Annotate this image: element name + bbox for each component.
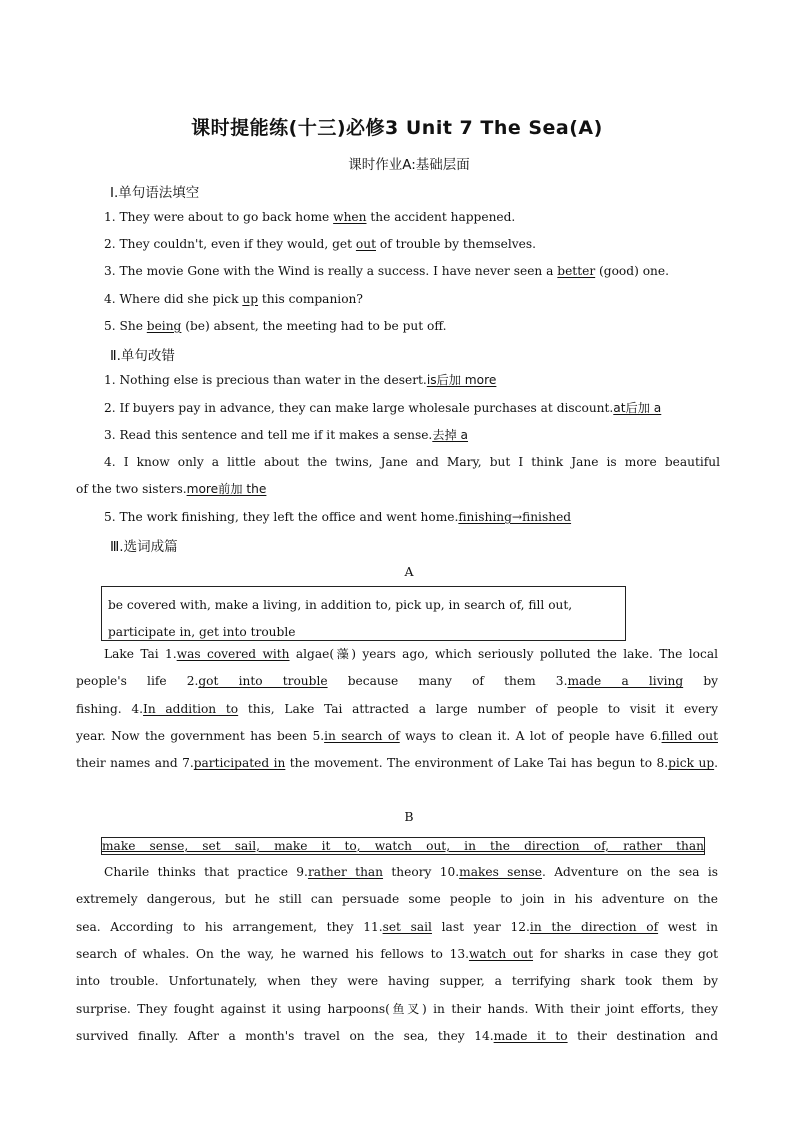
passage-text: Charile thinks that practice 9. [104, 865, 308, 879]
answer: got into trouble [198, 674, 328, 689]
answer: participated in [193, 756, 286, 771]
correction-item-4: 4. I know only a little about the twins, Jane and Mary, but I think Jane is more beautiful [104, 455, 720, 469]
passage-text: their destination and [567, 1028, 718, 1043]
passage-text: their names and 7. [76, 756, 194, 771]
passage-line [76, 972, 718, 990]
part-b-label: B [404, 809, 414, 824]
answer: pick up [668, 756, 715, 771]
answer: being [146, 319, 182, 333]
passage-text: for sharks in case they got [533, 946, 718, 961]
passage-line [76, 890, 718, 908]
answer: In addition to [143, 701, 239, 716]
answer: 去掉 a [432, 428, 469, 442]
passage-text: theory 10. [383, 865, 460, 879]
passage-line [76, 700, 718, 718]
answer: is后加 more [426, 373, 497, 387]
passage-text: people's life 2. [76, 674, 199, 689]
answer: when [333, 210, 367, 224]
passage-text: algae(藻) years ago, which seriously polluted the lake. The local [289, 647, 718, 661]
passage-text: west in [658, 919, 718, 934]
passage-line [76, 754, 718, 772]
page-title: 课时提能练(十三)必修3 Unit 7 The Sea(A) [191, 117, 603, 139]
answer: made it to [493, 1028, 568, 1043]
section-1-heading: Ⅰ.单句语法填空 [110, 185, 200, 201]
answer: out [355, 237, 376, 251]
grammar-item-5: 5. She being (be) absent, the meeting had to be put off. [104, 319, 447, 333]
word-box-b-text: make sense, set sail, make it to, watch out, in the direction of, rather than [102, 839, 704, 853]
passage-line [76, 918, 718, 936]
word-box-a-text: be covered with, make a living, in addition to, pick up, in search of, fill out, participate in, get into trouble [108, 598, 573, 639]
passage-text: sea. According to his arrangement, they 11. [76, 919, 383, 934]
correction-item-3: 3. Read this sentence and tell me if it makes a sense.去掉 a [104, 428, 469, 442]
passage-text: the movement. The environment of Lake Tai has begun to 8. [285, 756, 669, 771]
part-a-label: A [404, 564, 414, 579]
answer: finishing→finished [458, 510, 572, 524]
passage-line [76, 1000, 718, 1018]
answer: up [242, 292, 259, 306]
answer: makes sense [459, 865, 542, 879]
correction-item-2: 2. If buyers pay in advance, they can make large wholesale purchases at discount.at后加 a [104, 401, 662, 415]
passage-line [76, 945, 718, 963]
answer: at后加 a [613, 401, 662, 415]
answer: in search of [324, 728, 400, 743]
answer: filled out [661, 728, 718, 743]
correction-item-4-cont: of the two sisters.more前加 the [76, 482, 267, 496]
section-2-heading: Ⅱ.单句改错 [110, 348, 175, 364]
passage-text: ways to clean it. A lot of people have 6. [399, 728, 662, 743]
passage-text: Lake Tai 1. [104, 647, 177, 661]
answer: rather than [307, 865, 384, 879]
passage-line [104, 645, 718, 663]
passage-text: survived finally. After a month's travel on the sea, they 14. [76, 1028, 494, 1043]
word-box-a [101, 586, 626, 641]
passage-text: last year 12. [431, 919, 530, 934]
correction-item-1: 1. Nothing else is precious than water in the desert.is后加 more [104, 373, 497, 387]
answer: made a living [567, 674, 684, 689]
correction-item-5: 5. The work finishing, they left the office and went home.finishing→finished [104, 510, 572, 524]
passage-text: search of whales. On the way, he warned his fellows to 13. [76, 946, 469, 961]
passage-text: this, Lake Tai attracted a large number of people to visit it every [238, 701, 718, 716]
answer: set sail [382, 919, 432, 934]
answer: watch out [468, 946, 534, 961]
grammar-item-3: 3. The movie Gone with the Wind is really a success. I have never seen a better (good) one. [104, 264, 669, 278]
section-3-heading: Ⅲ.选词成篇 [110, 539, 178, 555]
passage-text: fishing. 4. [76, 701, 144, 716]
passage-line [104, 863, 718, 881]
grammar-item-1: 1. They were about to go back home when the accident happened. [104, 210, 516, 224]
grammar-item-2: 2. They couldn't, even if they would, get out of trouble by themselves. [104, 237, 536, 251]
word-box-b [101, 837, 705, 855]
passage-line [76, 727, 718, 745]
grammar-item-4: 4. Where did she pick up this companion? [104, 292, 363, 306]
passage-line [76, 1027, 718, 1045]
answer: was covered with [176, 647, 290, 661]
passage-line [76, 672, 718, 690]
passage-text: . [714, 756, 718, 771]
page-subtitle: 课时作业A:基础层面 [348, 157, 470, 173]
answer: better [557, 264, 596, 278]
answer: more前加 the [186, 482, 267, 496]
passage-text: . Adventure on the sea is [541, 865, 719, 879]
passage-text: extremely dangerous, but he still can persuade some people to join in his adventure on the [76, 892, 718, 907]
passage-text: surprise. They fought against it using harpoons(鱼叉) in their hands. With their joint efforts, they [76, 1001, 718, 1016]
passage-text: year. Now the government has been 5. [76, 728, 325, 743]
answer: in the direction of [529, 919, 659, 934]
passage-text: by [683, 674, 719, 689]
passage-text: into trouble. Unfortunately, when they were having supper, a terrifying shark took them by [76, 974, 718, 989]
passage-text: because many of them 3. [327, 674, 568, 689]
